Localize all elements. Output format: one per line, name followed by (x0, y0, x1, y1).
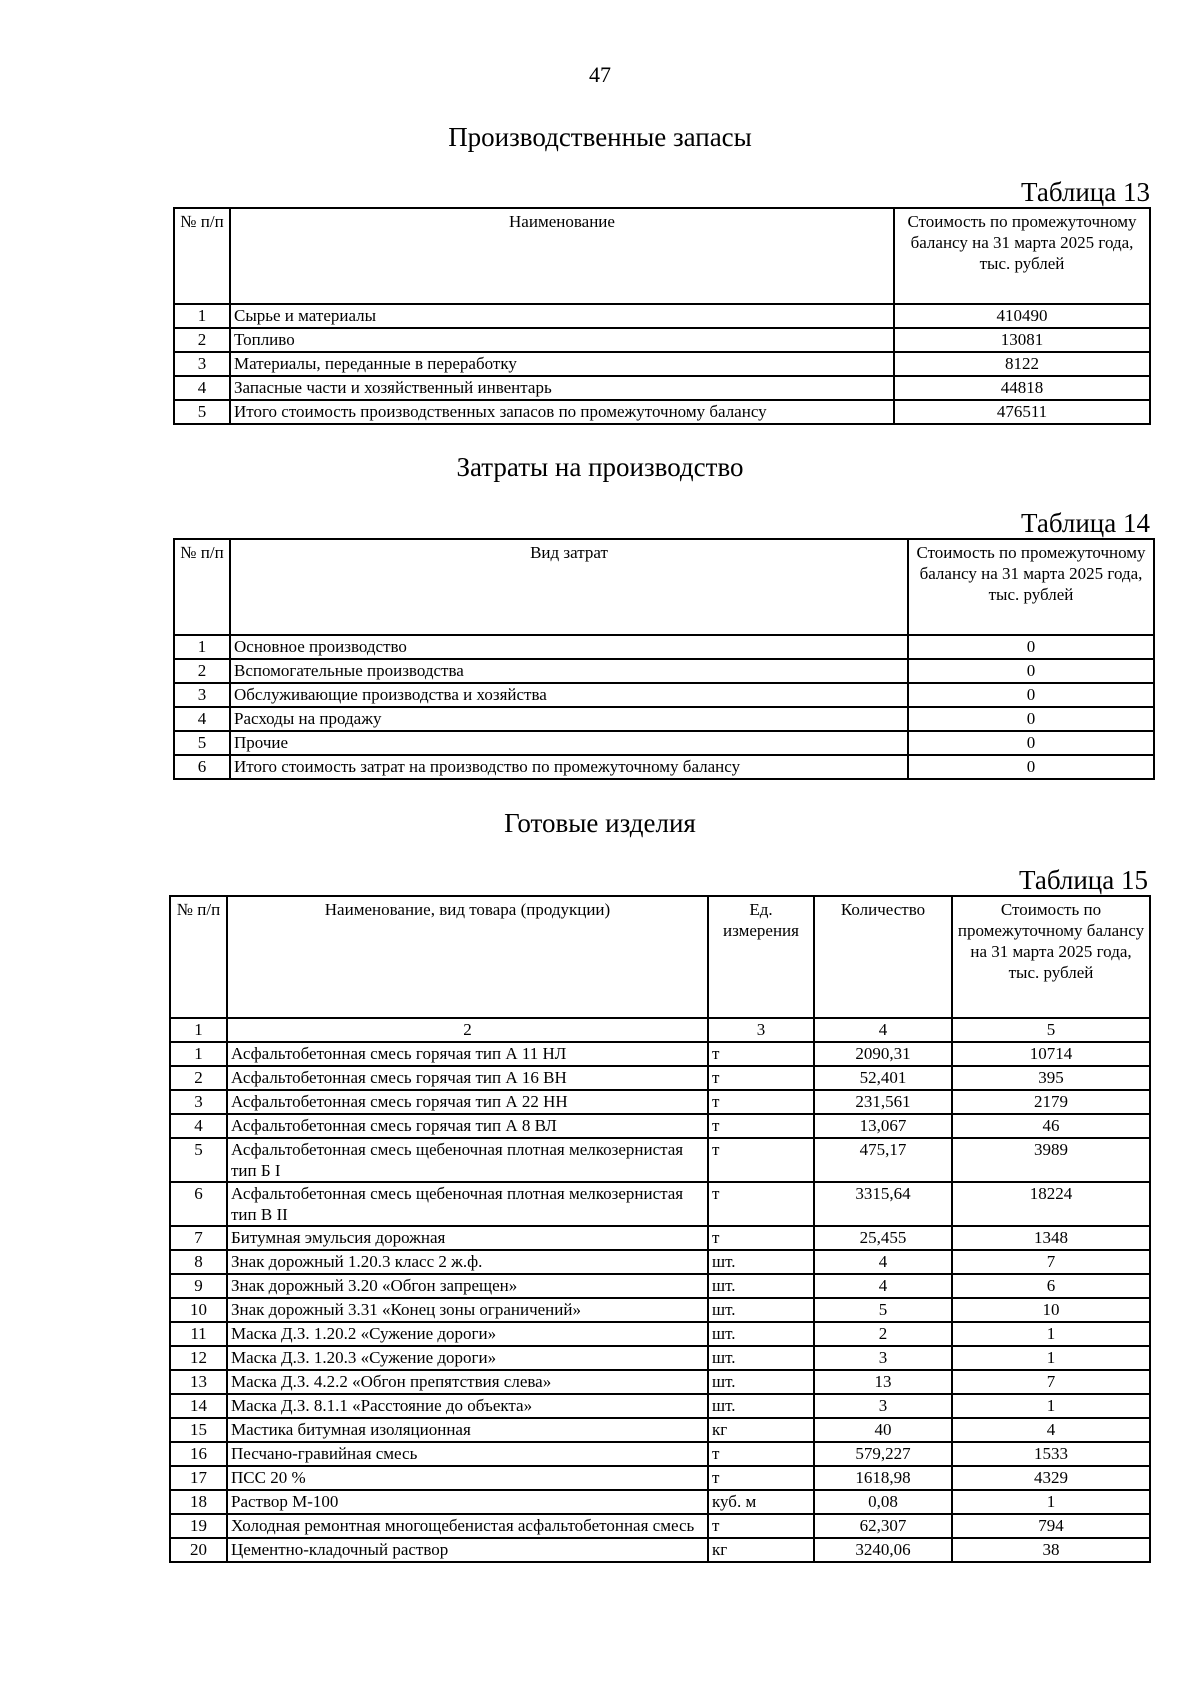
table-row (170, 1466, 1150, 1490)
table-row (174, 304, 1150, 328)
table-row (174, 328, 1150, 352)
table-row (174, 635, 1154, 659)
cell-quantity: 13,067 (814, 1114, 952, 1138)
cell-number: 2 (174, 328, 230, 352)
cell-unit: т (708, 1042, 814, 1066)
cell-cost: 2179 (952, 1090, 1150, 1114)
cell-product: Маска Д.З. 1.20.3 «Сужение дороги» (227, 1346, 708, 1370)
cell-quantity: 2090,31 (814, 1042, 952, 1066)
table-13-label: Таблица 13 (1021, 177, 1150, 207)
cell-cost-type: Итого стоимость затрат на производство по промежуточному балансу (230, 755, 908, 779)
table-14-label: Таблица 14 (1021, 508, 1150, 538)
section-title-inventory: Производственные запасы (448, 122, 752, 152)
cell-number: 5 (174, 400, 230, 424)
table-row (170, 1042, 1150, 1066)
cell-number: 20 (170, 1538, 227, 1562)
cell-cost: 38 (952, 1538, 1150, 1562)
cell-unit: шт. (708, 1298, 814, 1322)
cell-unit: шт. (708, 1394, 814, 1418)
cell-product: Маска Д.З. 4.2.2 «Обгон препятствия слева» (227, 1370, 708, 1394)
cell-cost-type: Обслуживающие производства и хозяйства (230, 683, 908, 707)
cell-number: 6 (170, 1182, 227, 1226)
table-header-row (174, 539, 1154, 635)
cell-cost: 8122 (894, 352, 1150, 376)
table-row (170, 1298, 1150, 1322)
cell-product: Маска Д.З. 1.20.2 «Сужение дороги» (227, 1322, 708, 1346)
table-15 (169, 895, 1151, 1563)
cell-name: Запасные части и хозяйственный инвентарь (230, 376, 894, 400)
cell-cost: 6 (952, 1274, 1150, 1298)
cell-quantity: 1618,98 (814, 1466, 952, 1490)
cell-number: 6 (174, 755, 230, 779)
header-cost: Стоимость по промежуточному балансу на 31 марта 2025 года, тыс. рублей (952, 896, 1150, 1018)
column-number: 4 (814, 1018, 952, 1042)
cell-product: Асфальтобетонная смесь горячая тип А 22 НН (227, 1090, 708, 1114)
cell-quantity: 3240,06 (814, 1538, 952, 1562)
table-row (170, 1114, 1150, 1138)
cell-unit: т (708, 1090, 814, 1114)
cell-number: 18 (170, 1490, 227, 1514)
cell-unit: шт. (708, 1322, 814, 1346)
cell-cost: 3989 (952, 1138, 1150, 1182)
cell-number: 1 (174, 304, 230, 328)
table-row (170, 1182, 1150, 1226)
table-15-body (170, 1042, 1150, 1562)
cell-product: Раствор М-100 (227, 1490, 708, 1514)
cell-quantity: 62,307 (814, 1514, 952, 1538)
cell-cost: 1 (952, 1322, 1150, 1346)
cell-cost: 0 (908, 755, 1154, 779)
cell-cost: 7 (952, 1370, 1150, 1394)
table-15-label: Таблица 15 (1019, 865, 1148, 895)
cell-quantity: 231,561 (814, 1090, 952, 1114)
table-row (174, 683, 1154, 707)
cell-number: 2 (174, 659, 230, 683)
cell-cost: 10 (952, 1298, 1150, 1322)
cell-cost-type: Прочие (230, 731, 908, 755)
cell-unit: шт. (708, 1274, 814, 1298)
cell-cost: 1 (952, 1490, 1150, 1514)
cell-number: 11 (170, 1322, 227, 1346)
cell-cost: 0 (908, 707, 1154, 731)
cell-unit: т (708, 1226, 814, 1250)
table-row (170, 1418, 1150, 1442)
table-row (174, 755, 1154, 779)
cell-number: 7 (170, 1226, 227, 1250)
table-row (174, 707, 1154, 731)
cell-number: 5 (174, 731, 230, 755)
header-number: № п/п (170, 896, 227, 1018)
cell-cost: 18224 (952, 1182, 1150, 1226)
cell-product: Знак дорожный 3.31 «Конец зоны ограничений» (227, 1298, 708, 1322)
table-row (174, 731, 1154, 755)
cell-cost: 395 (952, 1066, 1150, 1090)
header-number: № п/п (174, 208, 230, 304)
cell-unit: т (708, 1442, 814, 1466)
header-name: Наименование (230, 208, 894, 304)
cell-name: Топливо (230, 328, 894, 352)
table-row (174, 659, 1154, 683)
cell-cost: 10714 (952, 1042, 1150, 1066)
cell-cost: 4 (952, 1418, 1150, 1442)
cell-product: Знак дорожный 3.20 «Обгон запрещен» (227, 1274, 708, 1298)
cell-cost: 0 (908, 683, 1154, 707)
cell-unit: куб. м (708, 1490, 814, 1514)
cell-product: ПСС 20 % (227, 1466, 708, 1490)
cell-cost: 0 (908, 731, 1154, 755)
table-row (170, 1442, 1150, 1466)
cell-number: 19 (170, 1514, 227, 1538)
table-row (170, 1226, 1150, 1250)
cell-quantity: 4 (814, 1250, 952, 1274)
table-row (170, 1322, 1150, 1346)
header-number: № п/п (174, 539, 230, 635)
cell-cost: 4329 (952, 1466, 1150, 1490)
section-title-production-costs: Затраты на производство (456, 452, 744, 482)
table-row (170, 1250, 1150, 1274)
column-number-row (170, 1018, 1150, 1042)
cell-quantity: 3315,64 (814, 1182, 952, 1226)
cell-unit: шт. (708, 1370, 814, 1394)
cell-unit: т (708, 1138, 814, 1182)
column-number: 3 (708, 1018, 814, 1042)
table-header-row (170, 896, 1150, 1018)
cell-name: Материалы, переданные в переработку (230, 352, 894, 376)
cell-quantity: 5 (814, 1298, 952, 1322)
cell-cost: 13081 (894, 328, 1150, 352)
cell-quantity: 3 (814, 1394, 952, 1418)
cell-number: 16 (170, 1442, 227, 1466)
cell-unit: т (708, 1466, 814, 1490)
cell-product: Маска Д.З. 8.1.1 «Расстояние до объекта» (227, 1394, 708, 1418)
cell-quantity: 3 (814, 1346, 952, 1370)
cell-cost: 1533 (952, 1442, 1150, 1466)
cell-unit: шт. (708, 1250, 814, 1274)
section-title-finished-goods: Готовые изделия (504, 808, 696, 838)
cell-cost: 0 (908, 635, 1154, 659)
cell-cost: 46 (952, 1114, 1150, 1138)
cell-cost: 794 (952, 1514, 1150, 1538)
cell-number: 2 (170, 1066, 227, 1090)
cell-quantity: 25,455 (814, 1226, 952, 1250)
cell-cost: 1 (952, 1394, 1150, 1418)
cell-quantity: 475,17 (814, 1138, 952, 1182)
cell-quantity: 0,08 (814, 1490, 952, 1514)
cell-quantity: 2 (814, 1322, 952, 1346)
cell-number: 3 (174, 352, 230, 376)
cell-number: 1 (174, 635, 230, 659)
table-13 (173, 207, 1151, 425)
cell-product: Битумная эмульсия дорожная (227, 1226, 708, 1250)
cell-number: 8 (170, 1250, 227, 1274)
cell-unit: т (708, 1066, 814, 1090)
table-row (170, 1538, 1150, 1562)
cell-product: Цементно-кладочный раствор (227, 1538, 708, 1562)
cell-cost: 410490 (894, 304, 1150, 328)
cell-unit: шт. (708, 1346, 814, 1370)
cell-product: Асфальтобетонная смесь щебеночная плотная мелкозернистая тип В II (227, 1182, 708, 1226)
cell-number: 5 (170, 1138, 227, 1182)
cell-name: Итого стоимость производственных запасов по промежуточному балансу (230, 400, 894, 424)
header-cost: Стоимость по промежуточному балансу на 31 марта 2025 года, тыс. рублей (908, 539, 1154, 635)
cell-quantity: 13 (814, 1370, 952, 1394)
table-row (170, 1090, 1150, 1114)
cell-product: Мастика битумная изоляционная (227, 1418, 708, 1442)
cell-number: 14 (170, 1394, 227, 1418)
table-row (170, 1514, 1150, 1538)
cell-product: Песчано-гравийная смесь (227, 1442, 708, 1466)
table-row (174, 352, 1150, 376)
cell-unit: т (708, 1114, 814, 1138)
cell-cost: 0 (908, 659, 1154, 683)
cell-cost-type: Расходы на продажу (230, 707, 908, 731)
cell-cost-type: Вспомогательные производства (230, 659, 908, 683)
cell-cost-type: Основное производство (230, 635, 908, 659)
table-row (170, 1394, 1150, 1418)
table-14 (173, 538, 1155, 780)
cell-unit: т (708, 1182, 814, 1226)
table-row (174, 376, 1150, 400)
table-row (170, 1370, 1150, 1394)
cell-cost: 476511 (894, 400, 1150, 424)
table-row (174, 400, 1150, 424)
cell-unit: кг (708, 1538, 814, 1562)
header-cost-type: Вид затрат (230, 539, 908, 635)
cell-number: 13 (170, 1370, 227, 1394)
cell-number: 3 (174, 683, 230, 707)
cell-number: 17 (170, 1466, 227, 1490)
cell-number: 4 (174, 376, 230, 400)
column-number: 1 (170, 1018, 227, 1042)
table-row (170, 1346, 1150, 1370)
cell-product: Асфальтобетонная смесь горячая тип А 8 ВЛ (227, 1114, 708, 1138)
page-number: 47 (589, 62, 611, 87)
table-14-body (174, 635, 1154, 779)
column-number: 2 (227, 1018, 708, 1042)
cell-number: 3 (170, 1090, 227, 1114)
cell-cost: 1348 (952, 1226, 1150, 1250)
cell-cost: 1 (952, 1346, 1150, 1370)
table-header-row (174, 208, 1150, 304)
cell-quantity: 579,227 (814, 1442, 952, 1466)
cell-name: Сырье и материалы (230, 304, 894, 328)
cell-number: 4 (174, 707, 230, 731)
cell-number: 15 (170, 1418, 227, 1442)
table-row (170, 1138, 1150, 1182)
cell-cost: 44818 (894, 376, 1150, 400)
column-number: 5 (952, 1018, 1150, 1042)
table-13-body (174, 304, 1150, 424)
cell-unit: кг (708, 1418, 814, 1442)
cell-quantity: 52,401 (814, 1066, 952, 1090)
cell-number: 1 (170, 1042, 227, 1066)
cell-product: Холодная ремонтная многощебенистая асфальтобетонная смесь (227, 1514, 708, 1538)
table-row (170, 1066, 1150, 1090)
cell-unit: т (708, 1514, 814, 1538)
cell-quantity: 40 (814, 1418, 952, 1442)
cell-number: 9 (170, 1274, 227, 1298)
cell-number: 12 (170, 1346, 227, 1370)
cell-quantity: 4 (814, 1274, 952, 1298)
header-cost: Стоимость по промежуточному балансу на 31 марта 2025 года, тыс. рублей (894, 208, 1150, 304)
table-row (170, 1490, 1150, 1514)
cell-number: 4 (170, 1114, 227, 1138)
cell-number: 10 (170, 1298, 227, 1322)
cell-product: Знак дорожный 1.20.3 класс 2 ж.ф. (227, 1250, 708, 1274)
cell-product: Асфальтобетонная смесь горячая тип А 11 НЛ (227, 1042, 708, 1066)
cell-product: Асфальтобетонная смесь щебеночная плотная мелкозернистая тип Б I (227, 1138, 708, 1182)
cell-product: Асфальтобетонная смесь горячая тип А 16 ВН (227, 1066, 708, 1090)
header-unit: Ед. измерения (708, 896, 814, 1018)
table-row (170, 1274, 1150, 1298)
cell-cost: 7 (952, 1250, 1150, 1274)
header-product: Наименование, вид товара (продукции) (227, 896, 708, 1018)
header-quantity: Количество (814, 896, 952, 1018)
